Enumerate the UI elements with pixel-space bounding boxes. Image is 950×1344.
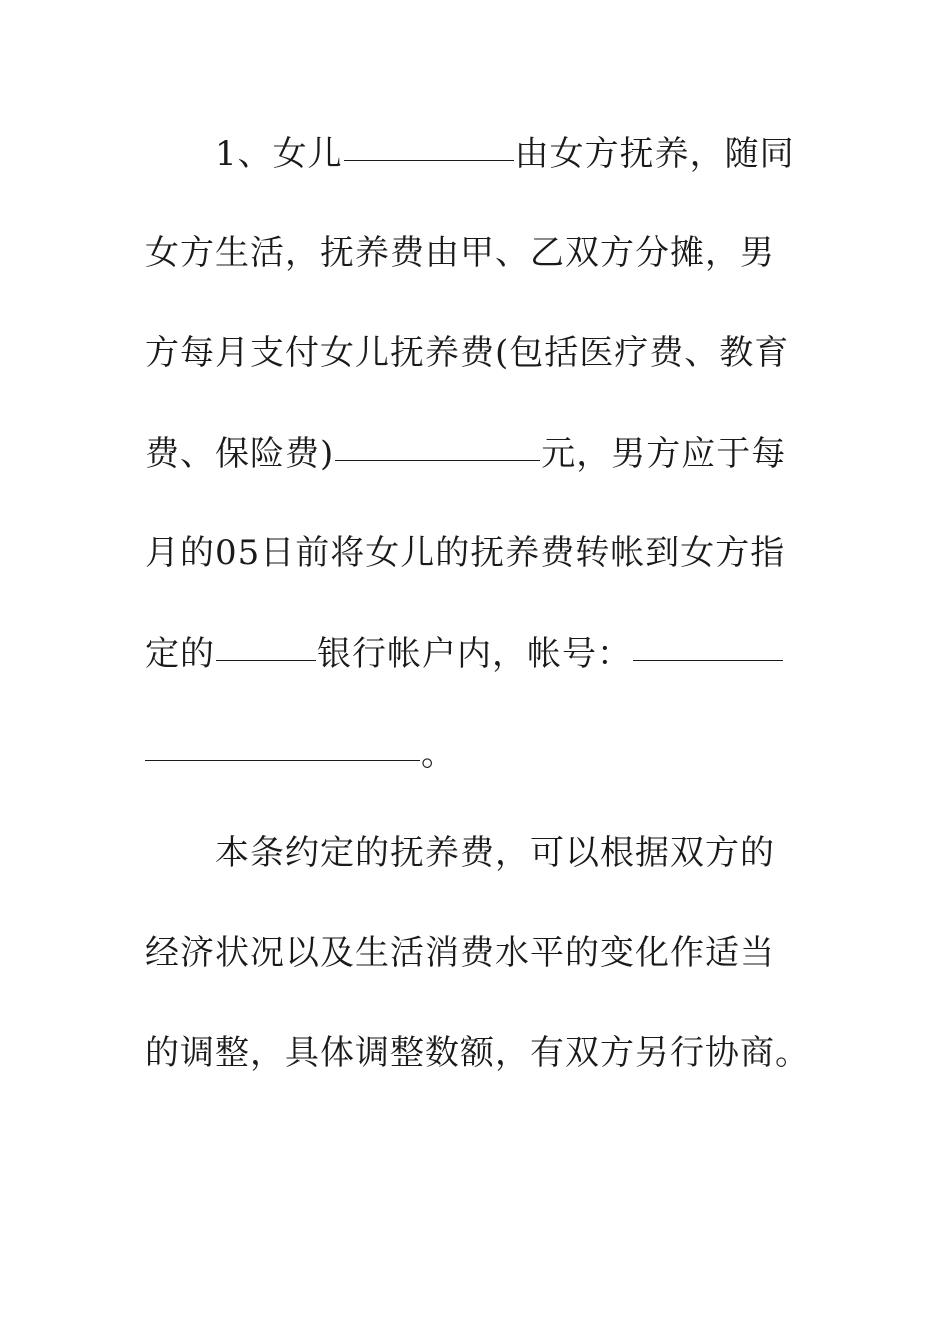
p1-line-6-start: 定的 bbox=[145, 634, 215, 674]
p1-line-4 bbox=[145, 428, 805, 478]
amount-blank[interactable] bbox=[335, 424, 540, 461]
p2-line-2: 经济状况以及生活消费水平的变化作适当 bbox=[145, 933, 775, 973]
p1-line-6-end: 银行帐户内，帐号： bbox=[317, 634, 632, 674]
account-number-blank-1[interactable] bbox=[633, 624, 783, 661]
p1-line-6 bbox=[145, 628, 805, 678]
p1-line-7 bbox=[145, 728, 805, 778]
p1-line-4-end: 元，男方应于每 bbox=[541, 434, 787, 474]
p1-line-2: 女方生活，抚养费由甲、乙双方分摊，男 bbox=[145, 233, 775, 273]
p1-line-5: 月的05日前将女儿的抚养费转帐到女方指 bbox=[145, 533, 786, 573]
account-number-blank-2[interactable] bbox=[145, 724, 420, 761]
p1-line-4-start: 费、保险费) bbox=[145, 434, 335, 474]
daughter-name-blank[interactable] bbox=[344, 124, 514, 161]
p2-line-1: 本条约定的抚养费，可以根据双方的 bbox=[215, 833, 775, 873]
p1-line-1-end: 由女方抚养，随同 bbox=[514, 134, 795, 174]
p1-line-7-end: 。 bbox=[421, 734, 456, 774]
p1-line-3: 方每月支付女儿抚养费(包括医疗费、教育 bbox=[145, 333, 790, 373]
p1-line-1 bbox=[215, 128, 875, 178]
p2-line-3: 的调整，具体调整数额，有双方另行协商。 bbox=[145, 1033, 810, 1073]
bank-name-blank[interactable] bbox=[216, 624, 316, 661]
p1-line-1-start: 1、女儿 bbox=[215, 134, 343, 174]
